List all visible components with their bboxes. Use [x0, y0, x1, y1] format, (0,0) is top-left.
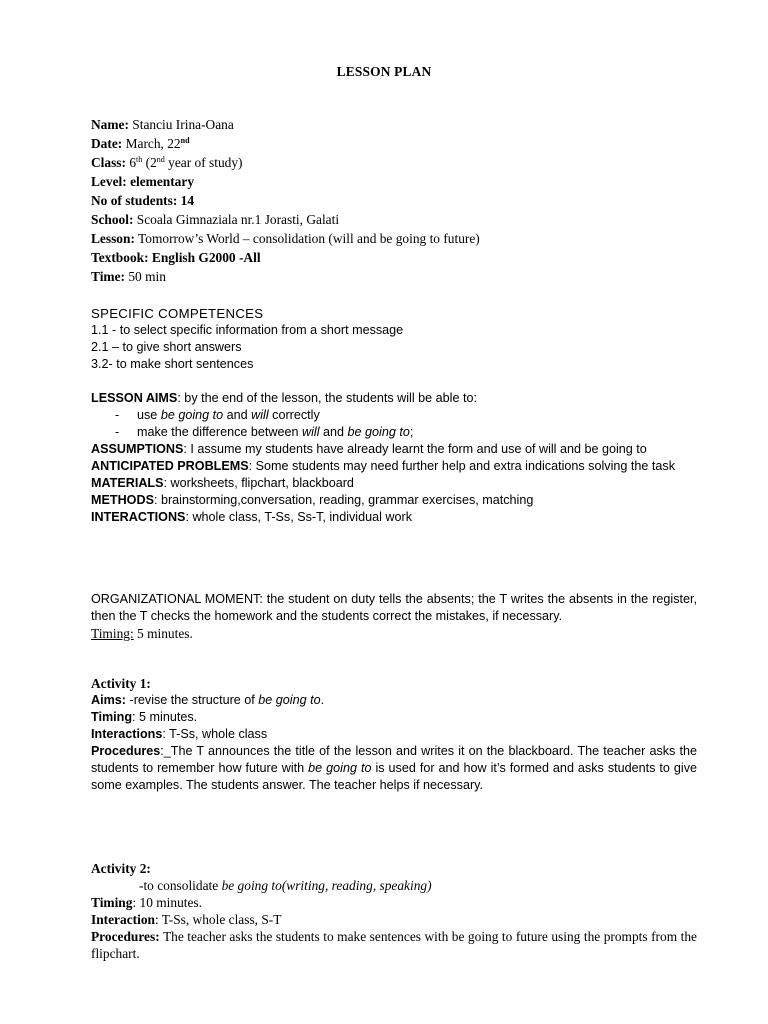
competence-item: 3.2- to make short sentences: [91, 357, 254, 371]
activity-1-title: Activity 1:: [91, 676, 151, 691]
level-row: [91, 172, 697, 191]
activity-1-interactions: [91, 726, 697, 743]
organizational-block: [91, 591, 697, 642]
activity-2-heading: [91, 860, 697, 877]
activity-2-objective-text: -to consolidate: [139, 878, 222, 893]
activity-2-procedures: [91, 928, 697, 962]
activity-2-objective: [91, 877, 697, 894]
org-timing-row: [91, 625, 697, 642]
aim-text: use: [137, 408, 161, 422]
textbook-value: English G2000 -All: [151, 250, 261, 265]
activity-1-timing-text: : 5 minutes.: [132, 710, 198, 724]
aim-text: and: [319, 425, 348, 439]
org-timing-label: Timing:: [91, 626, 134, 641]
activity-1-inter-label: Interactions: [91, 727, 163, 741]
activity-2-inter-label: Interaction: [91, 912, 155, 927]
methods-text: : brainstorming,conversation, reading, grammar exercises, matching: [153, 493, 534, 507]
activity-2-inter-text: : T-Ss, whole class, S-T: [154, 912, 282, 927]
lesson-value: Tomorrow’s World – consolidation (will and be going to future): [138, 231, 480, 246]
activity-2-block: [91, 860, 697, 962]
activity-1-proc-text: :_The T announces the title of the lesson and writes it on the blackboard. The teacher asks the students to remember how future with: [91, 744, 697, 775]
activity-1-proc-italic: be going to: [308, 761, 372, 775]
activity-2-proc-text: The teacher asks the students to make sentences with be going to future using the prompts from the flipchart.: [91, 929, 697, 961]
competences-block: [91, 305, 697, 373]
students-row: [91, 191, 697, 210]
materials-text: : worksheets, flipchart, blackboard: [163, 476, 354, 490]
problems-paragraph: [91, 458, 697, 475]
activity-2-timing-text: : 10 minutes.: [132, 895, 202, 910]
bullet-dash: -: [115, 408, 120, 422]
aim-text: and: [223, 408, 252, 422]
bullet-dash: -: [115, 425, 120, 439]
activity-1-timing-label: Timing: [91, 710, 133, 724]
name-row: [91, 115, 697, 134]
activity-2-proc-label: Procedures:: [91, 929, 160, 944]
class-label: Class:: [91, 155, 126, 170]
problems-label: ANTICIPATED PROBLEMS: [91, 459, 249, 473]
aim-bullet: [91, 424, 697, 441]
aim-italic: will: [302, 425, 320, 439]
date-sup: nd: [180, 136, 190, 145]
activity-1-aims-end: .: [320, 693, 325, 707]
activity-1-proc-label: Procedures: [91, 744, 161, 758]
class-value-b: (2: [145, 155, 157, 170]
date-label: Date:: [91, 136, 123, 151]
time-row: [91, 267, 697, 286]
activity-1-aims-text: -revise the structure of: [126, 693, 259, 707]
students-value: 14: [180, 193, 195, 208]
lesson-label: Lesson:: [91, 231, 135, 246]
activity-1-heading: [91, 675, 697, 692]
aim-text: ;: [409, 425, 414, 439]
aim-text: correctly: [268, 408, 320, 422]
aim-text: make the difference between: [137, 425, 302, 439]
aim-italic: will: [251, 408, 269, 422]
activity-2-timing: [91, 894, 697, 911]
time-value: 50 min: [128, 269, 166, 284]
aim-italic: be going to: [347, 425, 410, 439]
competence-item: 1.1 - to select specific information from a short message: [91, 323, 404, 337]
textbook-label: Textbook:: [91, 250, 149, 265]
activity-2-objective-italic: be going to(writing, reading, speaking): [221, 878, 432, 893]
time-label: Time:: [91, 269, 125, 284]
school-row: [91, 210, 697, 229]
class-value-c: year of study): [168, 155, 243, 170]
name-label: Name:: [91, 117, 129, 132]
aims-text: : by the end of the lesson, the students will be able to:: [177, 391, 477, 405]
textbook-row: [91, 248, 697, 267]
aims-row: [91, 390, 697, 407]
date-value: March, 22: [125, 136, 181, 151]
methods-row: [91, 492, 697, 509]
assumptions-text: : I assume my students have already learnt the form and use of will and be going to: [183, 442, 647, 456]
competences-heading: SPECIFIC COMPETENCES: [91, 306, 264, 321]
org-timing-value: 5 minutes.: [133, 626, 193, 641]
page-title: LESSON PLAN: [336, 64, 432, 79]
interactions-row: [91, 509, 697, 526]
problems-text: : Some students may need further help and extra indications solving the task: [248, 459, 675, 473]
aims-label: LESSON AIMS: [91, 391, 178, 405]
activity-1-timing: [91, 709, 697, 726]
info-block: [91, 115, 697, 286]
activity-1-procedures: [91, 743, 697, 794]
materials-row: [91, 475, 697, 492]
aim-italic: be going to: [160, 408, 224, 422]
aim-bullet: [91, 407, 697, 424]
activity-1-inter-text: : T-Ss, whole class: [162, 727, 268, 741]
class-row: [91, 153, 697, 172]
activity-1-aims-label: Aims:: [91, 693, 126, 707]
materials-label: MATERIALS: [91, 476, 164, 490]
interactions-text: : whole class, T-Ss, Ss-T, individual work: [185, 510, 412, 524]
activity-2-timing-label: Timing: [91, 895, 133, 910]
lesson-row: [91, 229, 697, 248]
interactions-label: INTERACTIONS: [91, 510, 186, 524]
assumptions-paragraph: [91, 441, 697, 458]
level-value: elementary: [130, 174, 195, 189]
name-value: Stanciu Irina-Oana: [132, 117, 234, 132]
activity-1-aims-italic: be going to: [258, 693, 321, 707]
school-label: School:: [91, 212, 134, 227]
organizational-text: ORGANIZATIONAL MOMENT: the student on duty tells the absents; the T writes the absents in the register, then the T checks the homework and the students correct the mistakes, if necessary.: [91, 592, 697, 623]
activity-1-block: [91, 675, 697, 794]
date-row: [91, 134, 697, 153]
competence-item: 2.1 – to give short answers: [91, 340, 242, 354]
school-value: Scoala Gimnaziala nr.1 Jorasti, Galati: [136, 212, 340, 227]
activity-2-interaction: [91, 911, 697, 928]
activity-2-title: Activity 2:: [91, 861, 151, 876]
methods-label: METHODS: [91, 493, 154, 507]
activity-1-proc-text: is used for and how it’s formed and asks students to give some examples. The students answer. The teacher helps if necessary.: [91, 761, 698, 792]
class-value-a: 6: [129, 155, 137, 170]
assumptions-label: ASSUMPTIONS: [91, 442, 184, 456]
students-label: No of students:: [91, 193, 178, 208]
class-sup-b: nd: [156, 155, 165, 164]
aims-block: [91, 390, 697, 526]
class-sup-a: th: [136, 155, 143, 164]
level-label: Level:: [91, 174, 127, 189]
activity-1-aims: [91, 692, 697, 709]
